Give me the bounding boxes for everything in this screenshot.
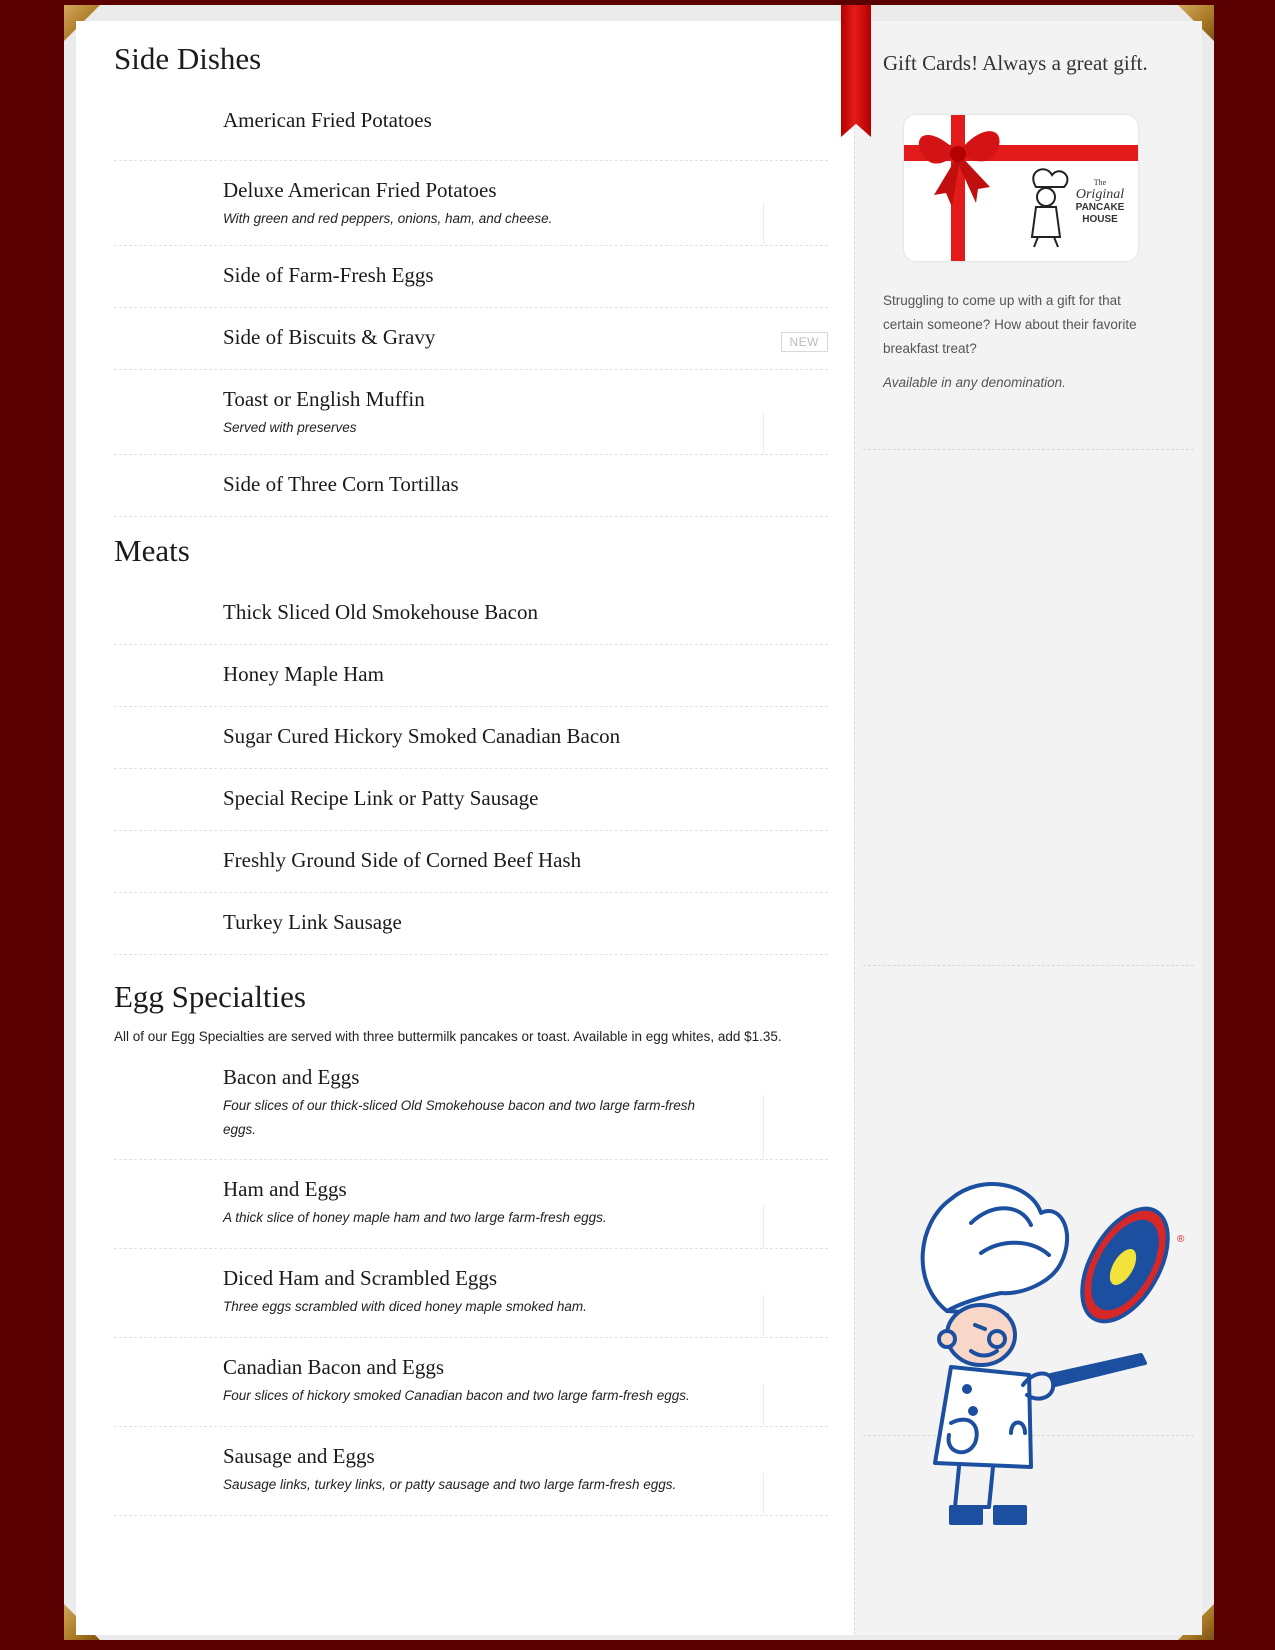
section-note: All of our Egg Specialties are served with three buttermilk pancakes or toast. Available in egg whites, add $1.35. xyxy=(114,1029,782,1044)
menu-item[interactable] xyxy=(114,308,828,370)
menu-item-description: With green and red peppers, onions, ham, and cheese. xyxy=(223,211,553,227)
menu-item-title: Special Recipe Link or Patty Sausage xyxy=(223,786,539,810)
sidebar-divider xyxy=(863,449,1194,450)
menu-card xyxy=(64,5,1214,1640)
item-divider xyxy=(763,1206,764,1248)
menu-item-title: Side of Three Corn Tortillas xyxy=(223,472,459,496)
section-title: Side Dishes xyxy=(114,41,262,76)
menu-item[interactable] xyxy=(114,893,828,955)
gift-card-availability: Available in any denomination. xyxy=(883,375,1066,390)
menu-item-description: Three eggs scrambled with diced honey maple smoked ham. xyxy=(223,1299,587,1315)
menu-main-column xyxy=(76,21,854,1635)
menu-item[interactable] xyxy=(114,1338,828,1427)
item-divider xyxy=(763,203,764,245)
section-egg-specialties xyxy=(114,979,828,1516)
menu-item-description: A thick slice of honey maple ham and two large farm-fresh eggs. xyxy=(223,1210,607,1226)
sidebar-divider xyxy=(863,965,1194,966)
card-logo-line: The xyxy=(1093,178,1107,187)
menu-item-title: Freshly Ground Side of Corned Beef Hash xyxy=(223,848,582,872)
menu-item-title: Thick Sliced Old Smokehouse Bacon xyxy=(223,600,538,624)
red-ribbon-bookmark xyxy=(841,5,871,137)
menu-item-title: American Fried Potatoes xyxy=(223,108,432,132)
section-side-dishes xyxy=(114,41,828,517)
section-meats xyxy=(114,533,828,955)
gift-card-heading: Gift Cards! Always a great gift. xyxy=(883,51,1148,75)
item-divider xyxy=(763,412,764,454)
new-badge: NEW xyxy=(781,332,829,352)
section-title: Meats xyxy=(114,533,190,568)
menu-item-title: Sugar Cured Hickory Smoked Canadian Bacon xyxy=(223,724,621,748)
menu-item-title: Ham and Eggs xyxy=(223,1177,347,1201)
menu-item-title: Honey Maple Ham xyxy=(223,662,384,686)
card-logo-line: HOUSE xyxy=(1082,214,1118,226)
trademark-symbol: ® xyxy=(1177,1234,1185,1245)
card-logo-line: Original xyxy=(1075,187,1125,202)
item-divider xyxy=(763,1295,764,1337)
menu-item[interactable] xyxy=(114,91,828,161)
item-divider xyxy=(763,1384,764,1426)
menu-item[interactable] xyxy=(114,831,828,893)
menu-item-title: Side of Biscuits & Gravy xyxy=(223,325,436,349)
menu-item[interactable] xyxy=(114,161,828,246)
menu-item[interactable] xyxy=(114,1160,828,1249)
sidebar xyxy=(854,21,1202,1635)
menu-item-title: Toast or English Muffin xyxy=(223,387,425,411)
menu-item-title: Turkey Link Sausage xyxy=(223,910,402,934)
menu-item-description: Served with preserves xyxy=(223,420,357,436)
menu-item[interactable] xyxy=(114,455,828,517)
menu-item[interactable] xyxy=(114,769,828,831)
menu-item-title: Diced Ham and Scrambled Eggs xyxy=(223,1266,498,1290)
menu-item-title: Side of Farm-Fresh Eggs xyxy=(223,263,434,287)
gift-card-description: Struggling to come up with a gift for that certain someone? How about their favorite breakfast treat? xyxy=(883,293,1137,357)
menu-item[interactable] xyxy=(114,583,828,645)
menu-item[interactable] xyxy=(114,1427,828,1516)
menu-item[interactable] xyxy=(114,645,828,707)
menu-item-description: Four slices of our thick-sliced Old Smokehouse bacon and two large farm-fresh eggs. xyxy=(223,1098,695,1137)
menu-item-title: Canadian Bacon and Eggs xyxy=(223,1355,445,1379)
card-logo-line: PANCAKE xyxy=(1075,202,1125,214)
menu-item[interactable] xyxy=(114,370,828,455)
menu-item-title: Sausage and Eggs xyxy=(223,1444,375,1468)
pancake-chef-mascot-icon xyxy=(911,1163,1191,1547)
item-divider xyxy=(763,1473,764,1515)
menu-item[interactable] xyxy=(114,707,828,769)
menu-item-title: Bacon and Eggs xyxy=(223,1065,360,1089)
menu-item[interactable] xyxy=(114,1050,828,1160)
menu-item[interactable] xyxy=(114,246,828,308)
menu-item-title: Deluxe American Fried Potatoes xyxy=(223,178,497,202)
menu-item-description: Sausage links, turkey links, or patty sausage and two large farm-fresh eggs. xyxy=(223,1477,677,1493)
item-divider xyxy=(763,1095,764,1159)
section-title: Egg Specialties xyxy=(114,979,306,1014)
gift-card-image[interactable] xyxy=(904,115,1138,261)
menu-item-description: Four slices of hickory smoked Canadian bacon and two large farm-fresh eggs. xyxy=(223,1388,690,1404)
menu-item[interactable] xyxy=(114,1249,828,1338)
